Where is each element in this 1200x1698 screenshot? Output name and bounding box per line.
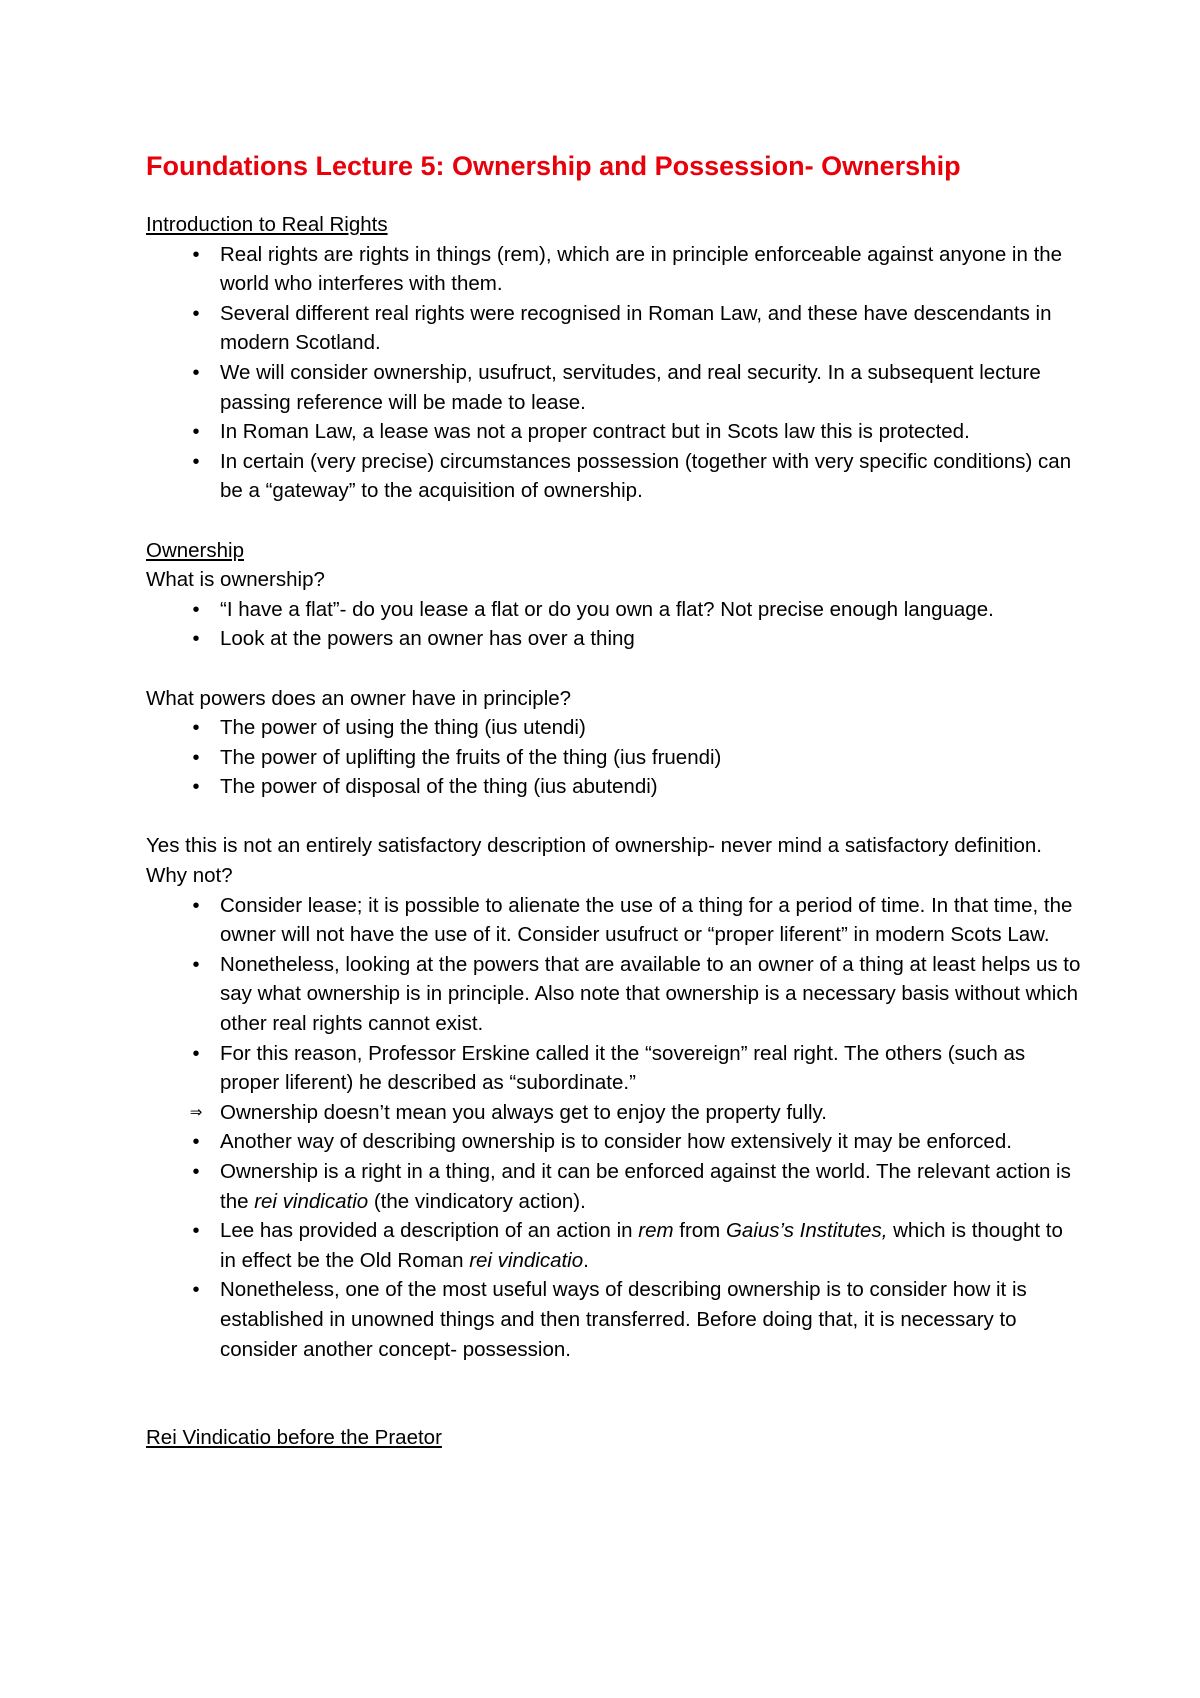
list-item-text: In certain (very precise) circumstances possession (together with very specific conditions) can be a “gateway” to the acquisition of ownership. [220,449,1072,503]
bullet-icon [184,299,208,330]
intro-heading: Introduction to Real Rights [146,213,388,236]
list-item [146,713,1081,743]
page-title [146,148,1081,184]
list-item [146,1157,1081,1216]
rei-vindicatio-heading: Rei Vindicatio before the Praetor [146,1426,442,1450]
list-item [146,299,1081,358]
list-item-text: The power of disposal of the thing (ius abutendi) [220,775,658,799]
list-item-text: Real rights are rights in things (rem), which are in principle enforceable against anyone in the world who interferes with them. [220,242,1063,296]
powers-section [146,684,1081,802]
list-item-text: For this reason, Professor Erskine called it the “sovereign” real right. The others (such as proper liferent) he described as “subordinate.” [220,1041,1026,1095]
ownership-heading: Ownership [146,538,244,562]
bullet-icon [184,595,208,626]
bullet-icon [184,240,208,271]
powers-question: What powers does an owner have in principle? [146,686,572,710]
list-item [146,743,1081,773]
list-item [146,1127,1081,1157]
list-item [146,358,1081,417]
title-part-1: Foundations [146,151,308,181]
bullet-icon [184,772,208,803]
list-item-text: In Roman Law, a lease was not a proper contract but in Scots law this is protected. [220,420,970,444]
list-item-text: “I have a flat”- do you lease a flat or do you own a flat? Not precise enough language. [220,597,994,621]
bullet-icon [184,891,208,922]
powers-bullet-list [146,713,1081,802]
bullet-icon [184,743,208,774]
bullet-icon [184,950,208,981]
title-part-2: Lecture [307,151,421,181]
bullet-icon [184,1157,208,1188]
list-item-text [220,1219,1063,1272]
bullet-icon [184,1275,208,1306]
text-run: . [583,1248,589,1272]
list-item-text: Nonetheless, looking at the powers that are available to an owner of a thing at least helps us to say what ownership is in principle. Also note that ownership is a necessary basis without which other real rights cannot exist. [220,952,1081,1036]
ownership-question: What is ownership? [146,568,325,592]
ownership-bullet-list [146,595,1081,654]
list-item [146,447,1081,506]
description-section [146,831,1081,1364]
description-intro: Yes this is not an entirely satisfactory description of ownership- never mind a satisfactory definition. Why not? [146,834,1042,888]
document-body [146,148,1081,1453]
list-item [146,595,1081,625]
bullet-icon [184,358,208,389]
bullet-icon [184,713,208,744]
bullet-icon [184,417,208,448]
list-item [146,240,1081,299]
list-item-text: Look at the powers an owner has over a thing [220,627,635,651]
list-item-text: Consider lease; it is possible to alienate the use of a thing for a period of time. In that time, the owner will not have the use of it. Consider usufruct or “proper liferent” in modern Scots Law. [220,893,1073,947]
text-run: (the vindicatory action). [368,1189,586,1213]
ownership-section [146,536,1081,654]
bullet-icon [184,447,208,478]
list-item [146,772,1081,802]
text-run: which is thought to in effect be the Old Roman [220,1219,1063,1272]
list-item-text: Nonetheless, one of the most useful ways of describing ownership is to consider how it is established in unowned things and then transferred. Before doing that, it is necessary to consider another concept- possession. [220,1278,1027,1361]
list-item-text: The power of using the thing (ius utendi) [220,716,586,740]
list-item [146,1275,1081,1364]
italic-term: Gaius’s Institutes, [725,1219,888,1243]
bullet-icon [184,624,208,655]
list-item-text: The power of uplifting the fruits of the thing (ius fruendi) [220,745,722,769]
bullet-icon [184,1039,208,1070]
intro-bullet-list [146,240,1081,506]
text-run: from [673,1219,726,1243]
italic-term: rei vindicatio [254,1189,369,1213]
list-item-text: Several different real rights were recognised in Roman Law, and these have descendants in modern Scotland. [220,301,1052,355]
title-part-3: 5: Ownership and Possession- Ownership [420,151,961,181]
arrow-right-icon: ⇒ [189,1103,203,1121]
bullet-icon [184,1127,208,1158]
list-item [146,417,1081,447]
list-item-text: Ownership doesn’t mean you always get to enjoy the property fully. [220,1100,827,1124]
list-item-text: Another way of describing ownership is to consider how extensively it may be enforced. [220,1130,1012,1154]
list-item-text [220,1160,1071,1213]
list-item-text: We will consider ownership, usufruct, servitudes, and real security. In a subsequent lecture passing reference will be made to lease. [220,360,1041,414]
list-item [146,624,1081,654]
text-run: Ownership is a right in a thing, and it can be enforced against the world. The relevant action is the [220,1160,1071,1213]
text-run: Lee has provided a description of an action in [220,1219,639,1243]
italic-term: rei vindicatio [469,1248,584,1272]
list-item [146,1039,1081,1098]
description-bullet-list [146,891,1081,1365]
list-item [146,950,1081,1039]
intro-section [146,210,1081,506]
bullet-icon [184,1216,208,1247]
list-item [146,891,1081,950]
italic-term: rem [638,1219,674,1243]
list-item [146,1216,1081,1275]
list-item [146,1098,1081,1128]
